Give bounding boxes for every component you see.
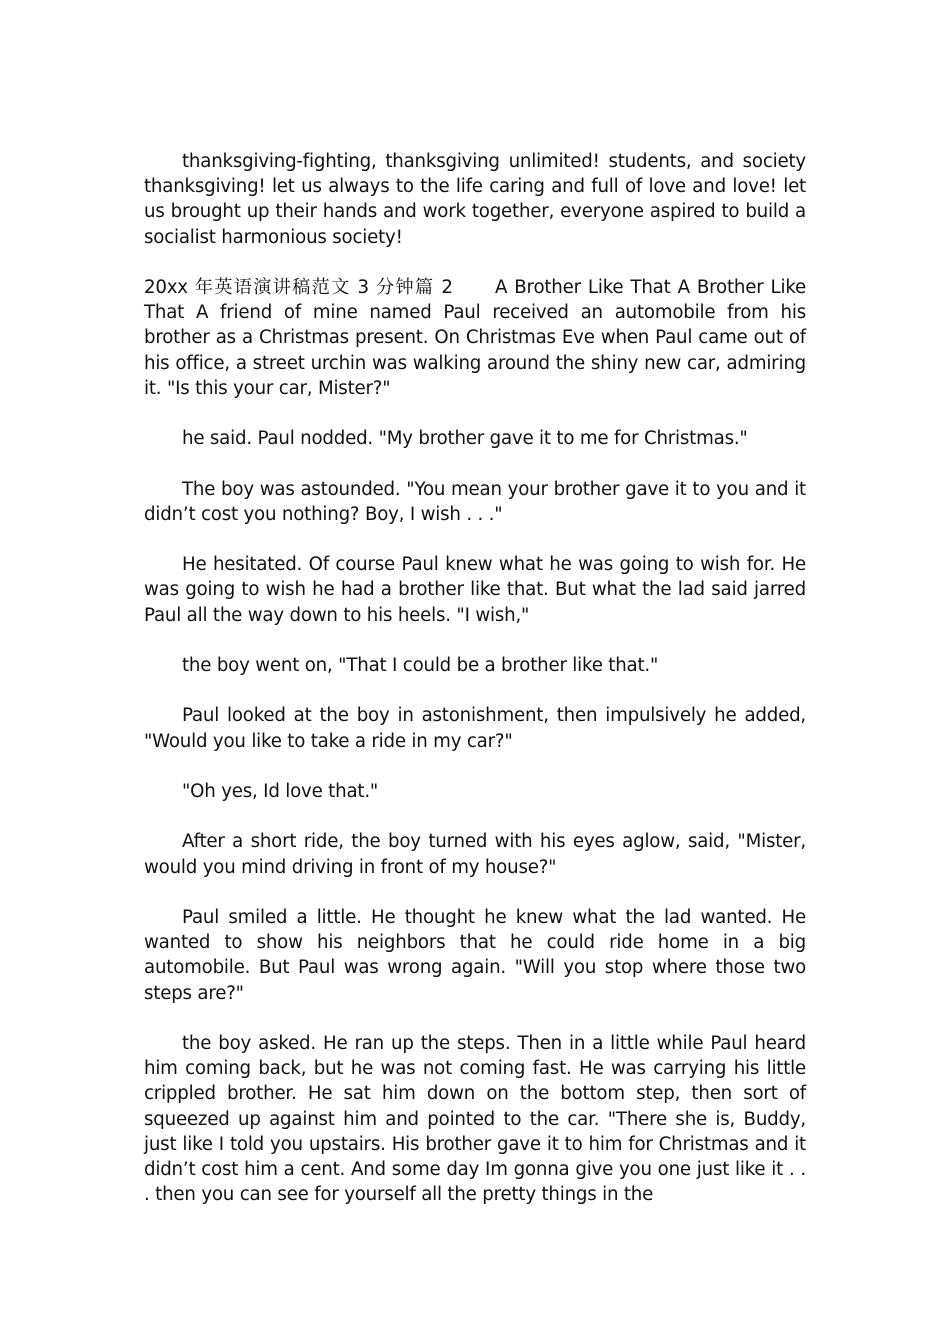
paragraph-8: "Oh yes, Id love that."	[182, 780, 379, 802]
paragraph-2-heading: 20xx 年英语演讲稿范文 3 分钟篇 2 A Brother Like That A Brother Like That A friend of mine named Paul received an automobile from his brother as a Christmas present. On Christmas Eve when Paul came out of his office, a street urchin was walking around the shiny new car, admiring it. "Is this your car, Mister?"	[144, 277, 806, 399]
paragraph-6: the boy went on, "That I could be a brother like that."	[182, 654, 659, 676]
paragraph-1: thanksgiving-fighting, thanksgiving unlimited! students, and society thanksgiving! let us always to the life caring and full of love and love! let us brought up their hands and work together, everyone aspired to build a socialist harmonious society!	[144, 151, 806, 248]
paragraph-5: He hesitated. Of course Paul knew what he was going to wish for. He was going to wish he had a brother like that. But what the lad said jarred Paul all the way down to his heels. "I wish,"	[144, 554, 806, 626]
paragraph-11: the boy asked. He ran up the steps. Then in a little while Paul heard him coming back, but he was not coming fast. He was carrying his little crippled brother. He sat him down on the bottom step, then sort of squeezed up against him and pointed to the car. "There she is, Buddy, just like I told you upstairs. His brother gave it to him for Christmas and it didn’t cost him a cent. And some day Im gonna give you one just like it . . . then you can see for yourself all the pretty things in the	[144, 1032, 806, 1206]
document-page	[144, 149, 806, 1207]
paragraph-7: Paul looked at the boy in astonishment, then impulsively he added, "Would you like to take a ride in my car?"	[144, 705, 806, 752]
paragraph-10: Paul smiled a little. He thought he knew what the lad wanted. He wanted to show his neighbors that he could ride home in a big automobile. But Paul was wrong again. "Will you stop where those two steps are?"	[144, 906, 806, 1004]
paragraph-3: he said. Paul nodded. "My brother gave it to me for Christmas."	[182, 428, 748, 450]
paragraph-4: The boy was astounded. "You mean your brother gave it to you and it didn’t cost you nothing? Boy, I wish . . ."	[144, 478, 806, 525]
paragraph-9: After a short ride, the boy turned with his eyes aglow, said, "Mister, would you mind driving in front of my house?"	[144, 831, 806, 878]
